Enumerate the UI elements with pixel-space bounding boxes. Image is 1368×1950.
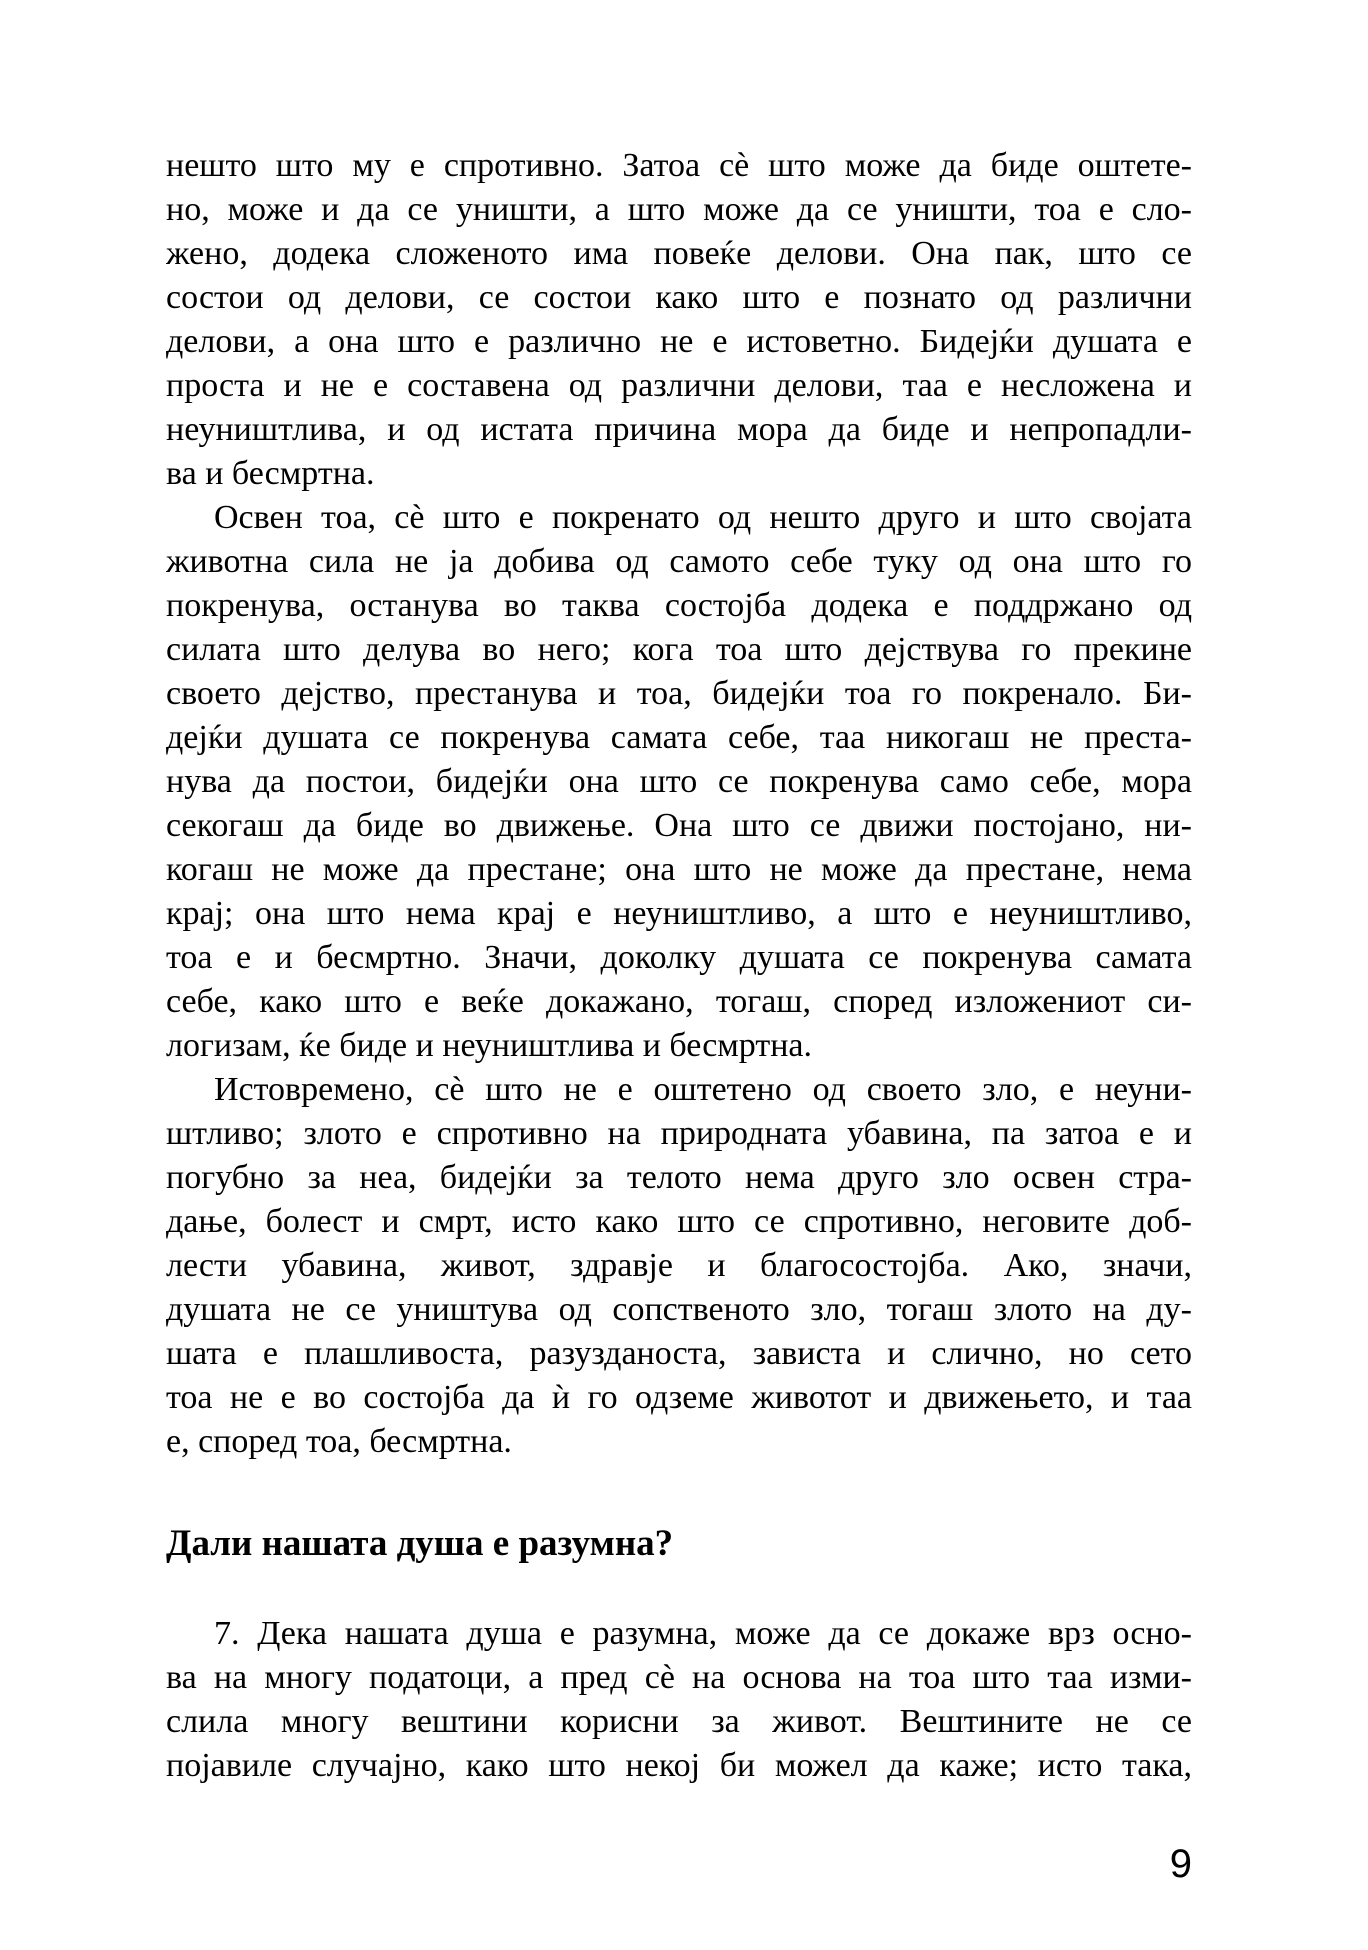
text-line: Освен тоа, сѐ што е покренато од нешто друго и што својата	[214, 499, 1192, 536]
paragraph	[166, 1612, 1192, 1788]
paragraph	[166, 144, 1192, 496]
text-line: дање, болест и смрт, исто како што се спротивно, неговите доб-	[166, 1203, 1192, 1240]
text-line: душата не се уништува од сопственото зло, тогаш злото на ду-	[166, 1291, 1192, 1328]
page-number: 9	[1169, 1842, 1192, 1886]
text-line: когаш не може да престане; она што не може да престане, нема	[166, 851, 1192, 888]
paragraph	[166, 496, 1192, 1068]
text-line: секогаш да биде во движење. Она што се движи постојано, ни-	[166, 807, 1192, 844]
text-line: е, според тоа, бесмртна.	[166, 1423, 512, 1460]
text-line: силата што делува во него; кога тоа што дејствува го прекине	[166, 631, 1192, 668]
text-line: нува да постои, бидејќи она што се покренува само себе, мора	[166, 763, 1192, 800]
text-line: логизам, ќе биде и неуништлива и бесмртна.	[166, 1027, 812, 1064]
text-line: ва на многу податоци, а пред сѐ на основа на тоа што таа изми-	[166, 1659, 1192, 1696]
text-line: шата е плашливоста, разузданоста, зависта и слично, но сето	[166, 1335, 1192, 1372]
section-heading: Дали нашата душа е разумна?	[166, 1523, 674, 1564]
text-line: дејќи душата се покренува самата себе, таа никогаш не преста-	[166, 719, 1192, 756]
paragraph	[166, 1068, 1192, 1464]
text-line: животна сила не ја добива од самото себе туку од она што го	[166, 543, 1192, 580]
text-line: но, може и да се уништи, а што може да се уништи, тоа е сло-	[166, 191, 1192, 228]
text-line: проста и не е составена од различни делови, таа е несложена и	[166, 367, 1192, 404]
text-line: делови, а она што е различно не е истоветно. Бидејќи душата е	[166, 323, 1192, 360]
text-line: своето дејство, престанува и тоа, бидејќи тоа го покренало. Би-	[166, 675, 1192, 712]
text-line: штливо; злото е спротивно на природната убавина, па затоа е и	[166, 1115, 1192, 1152]
page-body	[166, 144, 1192, 1788]
text-line: крај; она што нема крај е неуништливо, а што е неуништливо,	[166, 895, 1192, 932]
text-line: ва и бесмртна.	[166, 455, 375, 492]
text-line: лести убавина, живот, здравје и благосостојба. Ако, значи,	[166, 1247, 1192, 1284]
text-line: себе, како што е веќе докажано, тогаш, според изложениот си-	[166, 983, 1192, 1020]
text-line: тоа е и бесмртно. Значи, доколку душата се покренува самата	[166, 939, 1192, 976]
text-line: слила многу вештини корисни за живот. Вештините не се	[166, 1703, 1192, 1740]
page-footer	[166, 1842, 1192, 1886]
text-line: 7. Дека нашата душа е разумна, може да се докаже врз осно-	[214, 1615, 1192, 1652]
text-line: нешто што му е спротивно. Затоа сѐ што може да биде оштете-	[166, 147, 1192, 184]
text-line: Истовремено, сѐ што не е оштетено од своето зло, е неуни-	[214, 1071, 1192, 1108]
text-line: појавиле случајно, како што некој би можел да каже; исто така,	[166, 1747, 1192, 1784]
text-line: состои од делови, се состои како што е познато од различни	[166, 279, 1192, 316]
text-line: покренува, останува во таква состојба додека е поддржано од	[166, 587, 1192, 624]
text-line: неуништлива, и од истата причина мора да биде и непропадли-	[166, 411, 1192, 448]
text-line: погубно за неа, бидејќи за телото нема друго зло освен стра-	[166, 1159, 1192, 1196]
text-line: жено, додека сложеното има повеќе делови. Она пак, што се	[166, 235, 1192, 272]
text-line: тоа не е во состојба да ѝ го одземе животот и движењето, и таа	[166, 1379, 1192, 1416]
